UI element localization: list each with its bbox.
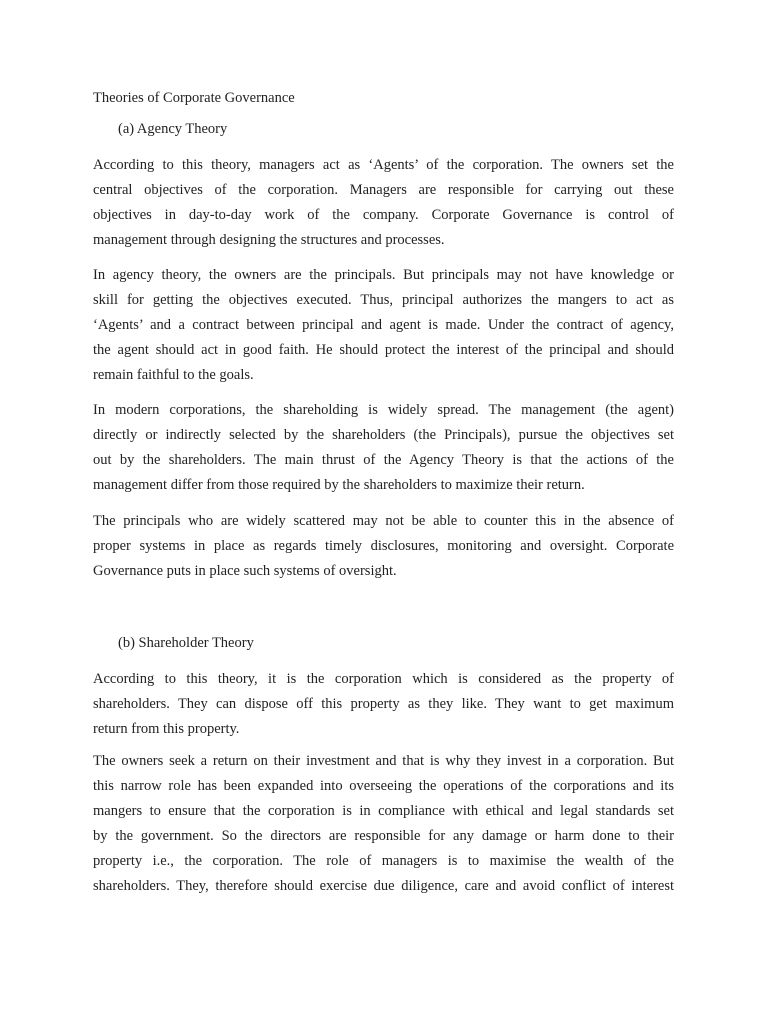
paragraph (93, 509, 674, 584)
text-line: remain faithful to the goals. (93, 367, 254, 383)
text-line: According to this theory, managers act as ‘Agents’ of the corporation. The owners set the (93, 157, 674, 173)
text-line: property i.e., the corporation. The role of managers is to maximise the wealth of the (93, 853, 674, 869)
text-line: mangers to ensure that the corporation is in compliance with ethical and legal standards set (93, 803, 674, 819)
paragraph (93, 398, 674, 498)
text-line: Governance puts in place such systems of oversight. (93, 563, 397, 579)
text-line: this narrow role has been expanded into overseeing the operations of the corporations and its (93, 778, 674, 794)
paragraph (93, 667, 674, 742)
text-line: proper systems in place as regards timely disclosures, monitoring and oversight. Corporate (93, 538, 674, 554)
text-line: shareholders. They, therefore should exercise due diligence, care and avoid conflict of interest (93, 878, 674, 894)
text-line: return from this property. (93, 721, 240, 737)
text-line: The owners seek a return on their investment and that is why they invest in a corporation. But (93, 753, 674, 769)
paragraph (93, 263, 674, 388)
text-line: by the government. So the directors are responsible for any damage or harm done to their (93, 828, 674, 844)
document-title: Theories of Corporate Governance (93, 90, 295, 106)
text-line: central objectives of the corporation. Managers are responsible for carrying out these (93, 182, 674, 198)
text-line: ‘Agents’ and a contract between principal and agent is made. Under the contract of agency, (93, 317, 674, 333)
paragraph (93, 749, 674, 899)
text-line: shareholders. They can dispose off this property as they like. They want to get maximum (93, 696, 674, 712)
section-heading-shareholder-theory: (b) Shareholder Theory (118, 635, 254, 651)
text-line: management differ from those required by the shareholders to maximize their return. (93, 477, 585, 493)
text-line: objectives in day-to-day work of the company. Corporate Governance is control of (93, 207, 674, 223)
text-line: out by the shareholders. The main thrust of the Agency Theory is that the actions of the (93, 452, 674, 468)
text-line: According to this theory, it is the corporation which is considered as the property of (93, 671, 674, 687)
text-line: The principals who are widely scattered may not be able to counter this in the absence of (93, 513, 674, 529)
text-line: directly or indirectly selected by the shareholders (the Principals), pursue the objectives set (93, 427, 674, 443)
text-line: skill for getting the objectives executed. Thus, principal authorizes the mangers to act as (93, 292, 674, 308)
text-line: the agent should act in good faith. He should protect the interest of the principal and should (93, 342, 674, 358)
section-heading-agency-theory: (a) Agency Theory (118, 121, 228, 137)
text-line: In agency theory, the owners are the principals. But principals may not have knowledge or (93, 267, 674, 283)
text-line: management through designing the structures and processes. (93, 232, 445, 248)
paragraph (93, 153, 674, 253)
text-line: In modern corporations, the shareholding is widely spread. The management (the agent) (93, 402, 674, 418)
